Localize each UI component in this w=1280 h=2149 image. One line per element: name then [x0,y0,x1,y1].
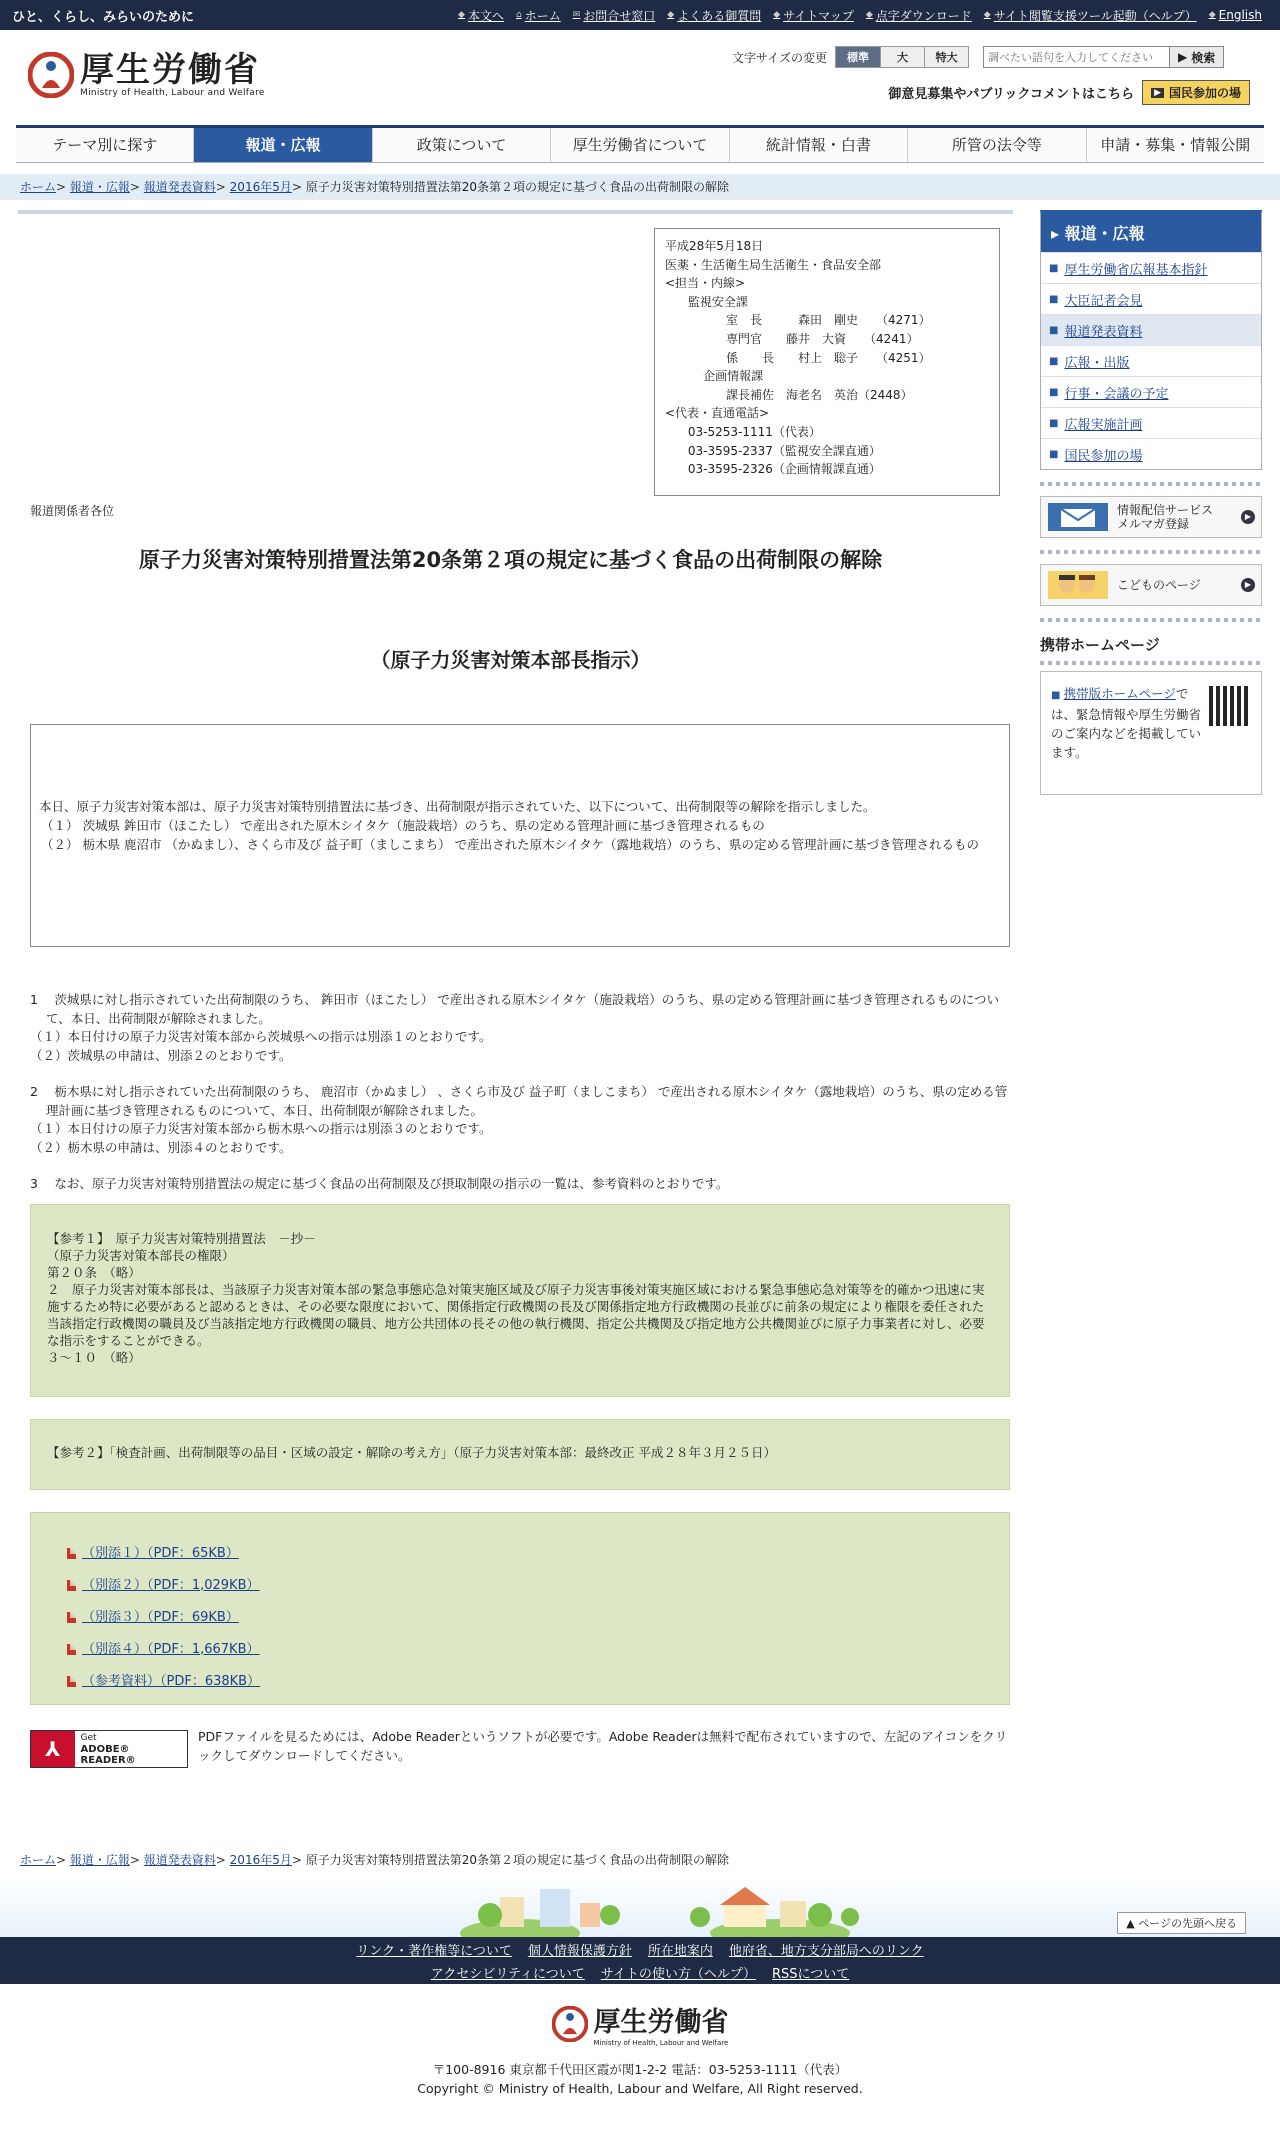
triangle-icon: ■ [1049,417,1059,429]
page-top-button[interactable] [1117,1912,1246,1934]
footer-logo [0,2000,1280,2047]
arrow-icon: ▶ [1241,510,1255,524]
site-logo[interactable] [28,52,265,98]
pdf-icon [67,1580,76,1591]
sidebar [1040,210,1262,795]
body-para-2: 2 栃木県に対し指示されていた出荷制限のうち、 鹿沼市（かぬまし） 、さくら市及び 益子町（ましこまち） で産出される原木シイタケ（露地栽培）のうち、県の定める管理計画に基づき管理されるものについて、本日、出荷制限が解除されました。 [30,1084,1008,1118]
breadcrumb-releases[interactable]: 報道発表資料 [143,1853,216,1867]
tagline: ひと、くらし、みらいのために [12,9,195,25]
mail-magazine-banner[interactable] [1040,496,1262,538]
logo-text-en: Ministry of Health, Labour and Welfare [80,88,265,98]
divider [1040,618,1262,622]
mobile-box [1040,671,1262,795]
summary-item-2: （２） 栃木県 鹿沼市 （かぬまし）、さくら市及び 益子町（ましこまち） で産出された原木シイタケ（露地栽培）のうち、県の定める管理計画に基づき管理されるもの [41,837,979,852]
town-scene-icon [0,1875,1280,1937]
triangle-icon: ■ [1051,690,1064,701]
util-link-support-tool[interactable]: ◆ サイト閲覧支援ツール起動（ヘルプ） [983,8,1197,23]
attachments-box [30,1512,1010,1705]
home-icon: ⌂ [515,10,522,20]
nav-statistics[interactable]: 統計情報・白書 [729,128,907,162]
town-illustration [0,1875,1280,1937]
sidebar-item-press-conference[interactable] [1041,283,1261,314]
util-link-faq[interactable]: ◆ よくある御質問 [667,8,762,23]
fontsize-large-button[interactable]: 大 [880,47,924,67]
kids-banner-label: こどものページ [1117,578,1201,592]
fontsize-buttons [835,46,969,68]
kids-icon [1047,569,1109,601]
breadcrumb-current: 原子力災害対策特別措置法第20条第２項の規定に基づく食品の出荷制限の解除 [305,180,730,194]
sidebar-item-label[interactable]: 広報実施計画 [1064,417,1143,433]
attachment-link-3[interactable]: （別添３）（PDF：69KB） [82,1609,239,1625]
reference-1-box [30,1204,1010,1397]
body-para-3: 3 なお、原子力災害対策特別措置法の規定に基づく食品の出荷制限及び摂取制限の指示の一覧は、参考資料のとおりです。 [30,1176,729,1191]
qr-code-icon [1209,686,1249,726]
contact-box: 平成28年5月18日 医薬・生活衛生局生活衛生・食品安全部 <担当・内線> 監視安全課 室 長 森田 剛史 （4271） 専門官 藤井 大資 （4241） 係 長 村上 聡子 （4251） 企画情報課 課長補佐 海老名 英治（2448） <代表・直通電話> 03-5253-1111（代表） 03-3595-2337（監視安全課直通） 03-3595-2326（企画情報課直通） [654,228,1000,496]
util-link-sitemap[interactable]: ◆ サイトマップ [773,8,854,23]
attachment-item [67,1601,993,1633]
global-nav [16,125,1264,163]
breadcrumb: ホーム> 報道・広報> 報道発表資料> 2016年5月> 原子力災害対策特別措置法第20条第２項の規定に基づく食品の出荷制限の解除 [0,174,1280,200]
fontsize-standard-button[interactable]: 標準 [836,47,880,67]
pdf-icon [67,1644,76,1655]
body-para-1a: （１）本日付けの原子力災害対策本部から茨城県への指示は別添１のとおりです。 [30,1029,492,1044]
util-link-braille[interactable]: ◆ 点字ダウンロード [865,8,972,23]
kokumin-button[interactable] [1142,80,1250,105]
mail-icon: ✉ [572,10,581,20]
divider [1040,661,1262,665]
breadcrumb-press[interactable]: 報道・広報 [69,180,130,194]
utility-bar [0,0,1280,30]
footer-row-2 [431,1963,850,1982]
mobile-description: では、緊急情報や厚生労働省のご案内などを掲載しています。 [1051,686,1202,760]
addressee: 報道関係者各位 [30,504,115,518]
footer-links [0,1937,1280,1984]
sidebar-heading-label: 報道・広報 [1064,224,1145,243]
body-para-2b: （２）栃木県の申請は、別添４のとおりです。 [30,1139,292,1155]
breadcrumb-home[interactable]: ホーム [20,1853,57,1867]
search-box [983,46,1224,68]
sidebar-menu [1040,210,1262,470]
divider [1040,482,1262,486]
adobe-reader-text: PDFファイルを見るためには、Adobe Readerというソフトが必要です。Adobe Readerは無料で配布されていますので、左記のアイコンをクリックしてダウンロードしてください。 [198,1729,1008,1763]
page-title: 原子力災害対策特別措置法第20条第２項の規定に基づく食品の出荷制限の解除 [138,548,883,572]
footer-address [0,2060,1280,2098]
search-input[interactable] [984,47,1169,67]
address-text: 〒100-8916 東京都千代田区霞が関1-2-2 電話：03-5253-1111（代表） [432,2062,848,2077]
public-comment-area [888,80,1250,105]
ref1-line-2: （原子力災害対策本部長の権限） [47,1248,235,1263]
reference-2-box [30,1419,1010,1490]
ref2-text: 【参考２】「検査計画、出荷制限等の品目・区域の設定・解除の考え方」（原子力災害対策本部：最終改正 平成２８年３月２５日） [47,1445,776,1460]
main-content [18,210,1013,1845]
sidebar-item-publications[interactable] [1041,345,1261,376]
mobile-text [1051,684,1201,782]
summary-item-1: （１） 茨城県 鉾田市（ほこたし） で産出された原木シイタケ（施設栽培）のうち、県の定める管理計画に基づき管理されるもの [41,818,765,833]
util-link-english[interactable]: ◆ English [1208,8,1262,22]
triangle-icon: ■ [1049,386,1059,398]
footer-link-help[interactable]: サイトの使い方（ヘルプ） [600,1966,756,1982]
adobe-badge-name: ADOBE® READER® [80,1743,136,1766]
utility-links [458,7,1262,24]
adobe-logo-icon: ⅄ [31,1731,75,1767]
arrow-icon: ◆ [773,10,781,20]
sidebar-heading [1041,213,1261,252]
summary-box [30,724,1010,947]
header [0,30,1280,125]
breadcrumb-home[interactable]: ホーム [20,180,57,194]
sidebar-item-events[interactable] [1041,376,1261,407]
attachment-link-4[interactable]: （別添４）（PDF：1,667KB） [82,1641,260,1657]
breadcrumb-bottom: ホーム> 報道・広報> 報道発表資料> 2016年5月> 原子力災害対策特別措置法第20条第２項の規定に基づく食品の出荷制限の解除 [20,1853,730,1867]
sidebar-item-label[interactable]: 厚生労働省広報基本指針 [1064,262,1208,278]
adobe-reader-area [30,1727,1015,1777]
summary-lead: 本日、原子力災害対策本部は、原子力災害対策特別措置法に基づき、出荷制限が指示されていた、以下について、出荷制限等の解除を指示しました。 [39,799,876,814]
arrow-icon: ▶ [1241,578,1255,592]
arrow-icon: ◆ [1208,10,1216,20]
mobile-heading: 携帯ホームページ [1040,636,1160,654]
ref1-line-4: ２ 原子力災害対策本部長は、当該原子力災害対策本部の緊急事態応急対策実施区域及び原子力災害事後対策実施区域における緊急事態応急対策等を的確かつ迅速に実施するため特に必要があると認めるときは、その必要な限度において、関係指定行政機関の長及び関係指定地方行政機関の長並びに前条の規定により権限を委任された当該指定行政機関の職員及び当該指定地方行政機関の職員、地方公共団体の長その他の執行機関、指定公共機関及び指定地方公共機関並びに原子力事業者に対し、必要な指示をすることができる。 [47,1282,985,1348]
copyright-text: Copyright © Ministry of Health, Labour and Welfare, All Right reserved. [417,2081,863,2096]
fontsize-label: 文字サイズの変更 [732,50,828,65]
attachment-link-2[interactable]: （別添２）（PDF：1,029KB） [82,1577,260,1593]
footer-link-accessibility[interactable]: アクセシビリティについて [430,1966,585,1982]
footer-logo-text-en: Ministry of Health, Labour and Welfare [593,2039,729,2047]
adobe-badge-text [75,1733,187,1766]
sidebar-item-guideline[interactable] [1041,252,1261,283]
sidebar-heading-arrow-icon: ▸ [1051,224,1065,243]
page-top-label: ページの先頭へ戻る [1138,1917,1237,1930]
util-link-home[interactable]: ⌂ ホーム [515,8,561,23]
triangle-icon: ■ [1049,324,1059,336]
arrow-icon: ◆ [667,10,675,20]
nav-theme[interactable]: テーマ別に探す [52,136,158,154]
triangle-icon: ■ [1049,262,1059,274]
footer-link-rss[interactable]: RSSについて [772,1966,850,1982]
arrow-icon: ◆ [865,10,873,20]
nav-applications[interactable]: 申請・募集・情報公開 [1086,128,1264,162]
envelope-icon [1047,501,1109,533]
mhlw-logo-icon [552,2006,588,2042]
logo-text-jp: 厚生労働省 [80,50,260,90]
fontsize-xlarge-button[interactable]: 特大 [924,47,968,67]
sidebar-item-label[interactable]: 国民参加の場 [1064,448,1143,464]
sidebar-item-participation[interactable] [1041,438,1261,469]
mail-banner-label: 情報配信サービス メルマガ登録 [1117,503,1214,531]
page-subtitle: （原子力災害対策本部長指示） [370,648,651,672]
attachment-link-reference[interactable]: （参考資料）（PDF：638KB） [82,1673,261,1689]
breadcrumb-current: 原子力災害対策特別措置法第20条第２項の規定に基づく食品の出荷制限の解除 [305,1853,730,1867]
ref1-line-5: ３～１０ （略） [47,1350,141,1365]
ref1-line-3: 第２０条 （略） [47,1265,141,1280]
breadcrumb-month[interactable]: 2016年5月 [229,180,292,194]
nav-laws[interactable]: 所管の法令等 [907,128,1085,162]
sidebar-item-label[interactable]: 広報・出版 [1064,355,1130,371]
arrow-icon: ◆ [983,10,991,20]
ref1-line-1: 【参考１】 原子力災害対策特別措置法 －抄－ [47,1231,316,1246]
search-icon: ▶ [1178,50,1188,64]
arrow-up-icon: ▲ [1126,1917,1139,1930]
nav-about[interactable]: 厚生労働省について [550,128,728,162]
attachment-item [67,1665,993,1697]
search-button[interactable] [1169,47,1223,67]
arrow-icon: ◆ [458,10,465,20]
triangle-icon: ■ [1049,355,1059,367]
body-para-2a: （１）本日付けの原子力災害対策本部から栃木県への指示は別添３のとおりです。 [30,1121,492,1136]
triangle-icon: ■ [1049,293,1059,305]
footer-row-1 [356,1940,923,1959]
divider [1040,550,1262,554]
nav-press[interactable]: 報道・広報 [193,128,371,162]
mobile-link[interactable]: 携帯版ホームページ [1063,686,1176,701]
nav-policy[interactable]: 政策について [372,128,550,162]
body-para-1: 1 茨城県に対し指示されていた出荷制限のうち、 鉾田市（ほこたし） で産出される原木シイタケ（施設栽培）のうち、県の定める管理計画に基づき管理されるものについて、本日、出荷制限が解除されました。 [30,992,1000,1026]
body-para-1b: （２）茨城県の申請は、別添２のとおりです。 [30,1047,292,1063]
attachment-item [67,1537,993,1569]
breadcrumb-releases[interactable]: 報道発表資料 [143,180,216,194]
footer-link-copyright[interactable]: リンク・著作権等について [356,1943,512,1959]
sidebar-item-pr-plan[interactable] [1041,407,1261,438]
mhlw-logo-icon [28,52,74,98]
util-link-skip[interactable]: ◆ 本文へ [458,8,504,23]
footer-link-privacy[interactable]: 個人情報保護方針 [527,1943,632,1959]
breadcrumb-month[interactable]: 2016年5月 [229,1853,292,1867]
pdf-icon [67,1612,76,1623]
pdf-icon [67,1548,76,1559]
body-text [30,991,1015,1194]
sidebar-item-label[interactable]: 報道発表資料 [1064,324,1143,340]
attachment-link-1[interactable]: （別添１）（PDF：65KB） [82,1545,239,1561]
footer-link-other-ministries[interactable]: 他府省、地方支分部局へのリンク [728,1943,924,1959]
sidebar-item-label[interactable]: 行事・会議の予定 [1064,386,1169,402]
fontsize-area [732,46,1224,68]
kokumin-button-label: 国民参加の場 [1168,86,1241,100]
util-link-contact[interactable]: ✉ お問合せ窓口 [572,8,656,23]
arrow-icon: ▶ [1151,88,1164,98]
search-button-label: 検索 [1191,50,1216,65]
attachment-item [67,1569,993,1601]
adobe-badge-get: Get [80,1732,97,1743]
attachment-item [67,1633,993,1665]
breadcrumb-press[interactable]: 報道・広報 [69,1853,130,1867]
adobe-reader-badge[interactable] [30,1730,188,1768]
sidebar-item-label[interactable]: 大臣記者会見 [1064,293,1143,309]
footer-logo-text-jp: 厚生労働省 [593,2007,729,2038]
sidebar-item-releases[interactable] [1041,314,1261,345]
pdf-icon [67,1676,76,1687]
footer-link-location[interactable]: 所在地案内 [647,1943,713,1959]
kids-page-banner[interactable] [1040,564,1262,606]
triangle-icon: ■ [1049,448,1059,460]
public-comment-text: 御意見募集やパブリックコメントはこちら [888,87,1135,102]
